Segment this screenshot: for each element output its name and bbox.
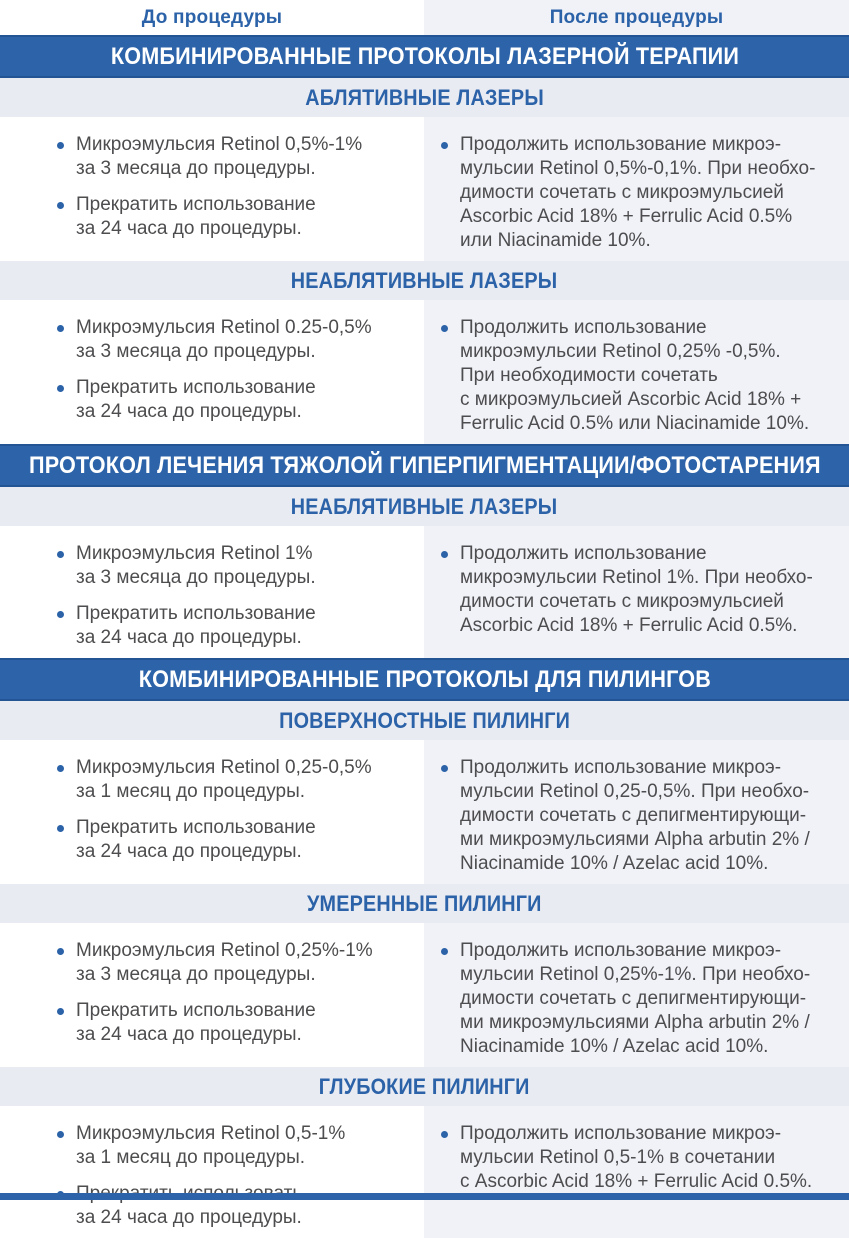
content-row — [0, 740, 849, 884]
bullet-line: или Niacinamide 10%. — [460, 230, 651, 251]
bullet-item — [441, 316, 837, 436]
after-cell — [424, 117, 849, 261]
section-sub-header — [0, 261, 849, 300]
bullet-item — [441, 939, 837, 1059]
after-cell — [424, 1106, 849, 1238]
sub-header-title: ПОВЕРХНОСТНЫЕ ПИЛИНГИ — [279, 707, 570, 733]
bullet-text — [460, 316, 809, 436]
bullet-line: мульсии Retinol 0,25%-1%. При необхо- — [460, 964, 811, 985]
column-headers — [0, 0, 849, 35]
bullet-line: Прекратить использование — [76, 1000, 316, 1021]
bullet-line: Продолжить использование — [460, 317, 707, 338]
bullet-item — [441, 756, 837, 876]
after-cell — [424, 740, 849, 884]
bullet-icon — [57, 325, 64, 332]
bullet-line: микроэмульсии Retinol 1%. При необхо- — [460, 567, 813, 588]
bullet-item — [57, 542, 414, 590]
bullet-line: Niacinamide 10% / Azelac acid 10%. — [460, 1036, 769, 1057]
bullet-icon — [57, 1131, 64, 1138]
bullet-item — [57, 999, 414, 1047]
bullet-text — [460, 133, 815, 253]
after-cell — [424, 300, 849, 444]
bullet-text — [76, 193, 316, 241]
bullet-line: Микроэмульсия Retinol 0,25%-1% — [76, 940, 373, 961]
bullet-icon — [57, 611, 64, 618]
sections-container — [0, 35, 849, 1238]
bullet-line: с Ascorbic Acid 18% + Ferrulic Acid 0.5%. — [460, 1171, 813, 1192]
bullet-line: за 1 месяц до процедуры. — [76, 1147, 306, 1168]
bullet-icon — [57, 948, 64, 955]
bullet-line: Ascorbic Acid 18% + Ferrulic Acid 0.5% — [460, 206, 793, 227]
bullet-line: микроэмульсии Retinol 0,25% -0,5%. — [460, 341, 781, 362]
bullet-line: за 24 часа до процедуры. — [76, 1024, 302, 1045]
bullet-line: Микроэмульсия Retinol 0,5%-1% — [76, 134, 363, 155]
bullet-icon — [57, 142, 64, 149]
before-cell — [0, 923, 424, 1067]
bullet-line: Прекратить использование — [76, 603, 316, 624]
bullet-item — [441, 1122, 837, 1194]
column-header-before: До процедуры — [0, 0, 424, 35]
content-row — [0, 1106, 849, 1238]
column-header-after: После процедуры — [424, 0, 849, 35]
before-cell — [0, 526, 424, 658]
bullet-line: Продолжить использование — [460, 543, 707, 564]
bullet-line: за 24 часа до процедуры. — [76, 627, 302, 648]
sub-header-title: НЕАБЛЯТИВНЫЕ ЛАЗЕРЫ — [291, 267, 558, 293]
bullet-line: Продолжить использование микроэ- — [460, 134, 782, 155]
bullet-text — [76, 602, 316, 650]
bullet-text — [76, 542, 316, 590]
bullet-item — [57, 376, 414, 424]
bullet-item — [57, 816, 414, 864]
bullet-line: Микроэмульсия Retinol 0,5-1% — [76, 1123, 346, 1144]
bullet-text — [76, 816, 316, 864]
sub-header-title: НЕАБЛЯТИВНЫЕ ЛАЗЕРЫ — [291, 493, 558, 519]
bullet-icon — [441, 948, 448, 955]
bullet-line: димости сочетать с депигментирующи- — [460, 988, 807, 1009]
before-cell — [0, 300, 424, 444]
bullet-line: Микроэмульсия Retinol 0.25-0,5% — [76, 317, 372, 338]
after-cell — [424, 526, 849, 658]
bullet-text — [76, 999, 316, 1047]
bullet-text — [460, 756, 810, 876]
bullet-icon — [441, 325, 448, 332]
bullet-item — [57, 602, 414, 650]
bullet-line: Продолжить использование микроэ- — [460, 757, 782, 778]
section-sub-header — [0, 884, 849, 923]
bullet-item — [57, 1122, 414, 1170]
bullet-icon — [441, 1131, 448, 1138]
bullet-text — [76, 133, 362, 181]
bullet-icon — [57, 765, 64, 772]
after-cell — [424, 923, 849, 1067]
bullet-line: Прекратить использование — [76, 817, 316, 838]
before-cell — [0, 117, 424, 261]
bullet-text — [76, 1122, 345, 1170]
bullet-line: Прекратить использование — [76, 377, 316, 398]
section-main-header — [0, 658, 849, 701]
main-header-title: ПРОТОКОЛ ЛЕЧЕНИЯ ТЯЖОЛОЙ ГИПЕРПИГМЕНТАЦИИ/ФОТОСТАРЕНИЯ — [28, 451, 821, 479]
bullet-line: Ferrulic Acid 0.5% или Niacinamide 10%. — [460, 413, 810, 434]
bullet-line: за 3 месяца до процедуры. — [76, 567, 316, 588]
section-main-header — [0, 444, 849, 487]
bullet-icon — [57, 202, 64, 209]
main-header-title: КОМБИНИРОВАННЫЕ ПРОТОКОЛЫ ЛАЗЕРНОЙ ТЕРАПИИ — [110, 42, 739, 70]
bullet-line: ми микроэмульсиями Alpha arbutin 2% / — [460, 829, 810, 850]
bullet-line: с микроэмульсией Ascorbic Acid 18% + — [460, 389, 802, 410]
bullet-item — [441, 542, 837, 638]
bullet-line: ми микроэмульсиями Alpha arbutin 2% / — [460, 1012, 810, 1033]
bullet-line: димости сочетать с микроэмульсией — [460, 591, 784, 612]
bullet-line: за 24 часа до процедуры. — [76, 841, 302, 862]
bullet-item — [57, 193, 414, 241]
bullet-icon — [441, 765, 448, 772]
bullet-line: за 24 часа до процедуры. — [76, 1207, 302, 1228]
sub-header-title: АБЛЯТИВНЫЕ ЛАЗЕРЫ — [305, 84, 544, 110]
bullet-line: димости сочетать с депигментирующи- — [460, 805, 807, 826]
bullet-item — [57, 1182, 414, 1230]
bullet-line: Продолжить использование микроэ- — [460, 940, 782, 961]
bullet-item — [441, 133, 837, 253]
content-row — [0, 923, 849, 1067]
bullet-icon — [441, 142, 448, 149]
content-row — [0, 117, 849, 261]
bullet-icon — [57, 825, 64, 832]
bullet-item — [57, 939, 414, 987]
bottom-bar — [0, 1193, 849, 1200]
content-row — [0, 300, 849, 444]
bullet-line: за 3 месяца до процедуры. — [76, 341, 316, 362]
section-sub-header — [0, 78, 849, 117]
bullet-icon — [57, 385, 64, 392]
bullet-line: за 3 месяца до процедуры. — [76, 964, 316, 985]
bullet-line: При необходимости сочетать — [460, 365, 718, 386]
bullet-text — [460, 542, 813, 638]
bullet-line: Продолжить использование микроэ- — [460, 1123, 782, 1144]
bullet-text — [76, 1182, 302, 1230]
bullet-line: за 24 часа до процедуры. — [76, 218, 302, 239]
before-cell — [0, 1106, 424, 1238]
bullet-line: за 1 месяц до процедуры. — [76, 781, 306, 802]
bullet-line: димости сочетать с микроэмульсией — [460, 182, 784, 203]
sub-header-title: ГЛУБОКИЕ ПИЛИНГИ — [319, 1073, 530, 1099]
bullet-text — [460, 1122, 812, 1194]
bullet-line: за 24 часа до процедуры. — [76, 401, 302, 422]
bullet-line: мульсии Retinol 0,5-1% в сочетании — [460, 1147, 776, 1168]
bullet-item — [57, 133, 414, 181]
bullet-icon — [441, 551, 448, 558]
bullet-line: Niacinamide 10% / Azelac acid 10%. — [460, 853, 769, 874]
bullet-line: за 3 месяца до процедуры. — [76, 158, 316, 179]
section-sub-header — [0, 701, 849, 740]
section-sub-header — [0, 1067, 849, 1106]
bullet-line: Прекратить использование — [76, 194, 316, 215]
bullet-text — [76, 939, 373, 987]
bullet-item — [57, 316, 414, 364]
bullet-line: мульсии Retinol 0,5%-0,1%. При необхо- — [460, 158, 816, 179]
section-main-header — [0, 35, 849, 78]
bullet-item — [57, 756, 414, 804]
bullet-line: мульсии Retinol 0,25-0,5%. При необхо- — [460, 781, 810, 802]
bullet-line: Ascorbic Acid 18% + Ferrulic Acid 0.5%. — [460, 615, 798, 636]
bullet-text — [76, 756, 372, 804]
bullet-line: Микроэмульсия Retinol 0,25-0,5% — [76, 757, 372, 778]
bullet-text — [76, 316, 372, 364]
bullet-icon — [57, 1008, 64, 1015]
sub-header-title: УМЕРЕННЫЕ ПИЛИНГИ — [307, 890, 542, 916]
bullet-text — [460, 939, 810, 1059]
section-sub-header — [0, 487, 849, 526]
content-row — [0, 526, 849, 658]
bullet-text — [76, 376, 316, 424]
before-cell — [0, 740, 424, 884]
bullet-icon — [57, 551, 64, 558]
main-header-title: КОМБИНИРОВАННЫЕ ПРОТОКОЛЫ ДЛЯ ПИЛИНГОВ — [138, 665, 711, 693]
bullet-line: Микроэмульсия Retinol 1% — [76, 543, 313, 564]
